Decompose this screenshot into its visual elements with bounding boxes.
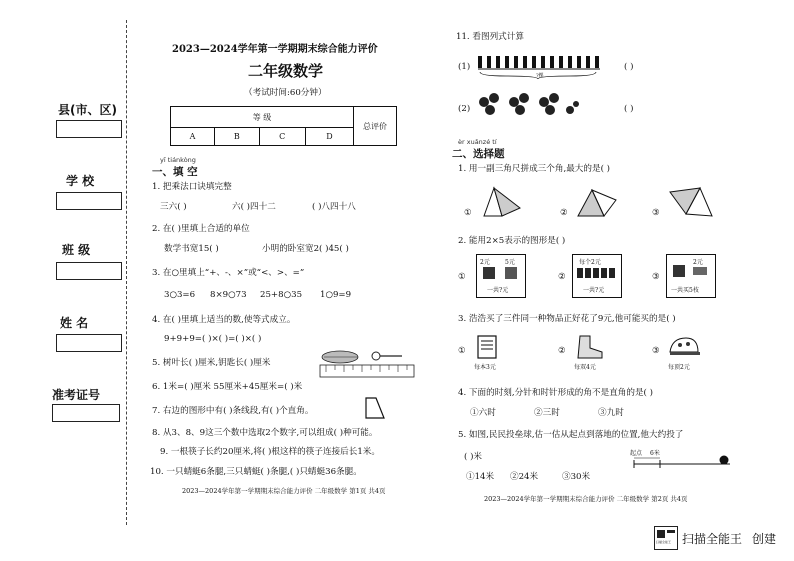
section1-pinyin: yī tiánkòng — [160, 156, 196, 164]
q2-text: 2. 在( )里填上合适的单位 — [152, 224, 250, 234]
c5-option[interactable]: ①14米 — [466, 472, 495, 482]
scanner-logo-text: 扫描全能王 — [656, 540, 672, 544]
q9-text: 9. 一根筷子长约20厘米,将( )根这样的筷子连接后长1米。 — [160, 447, 380, 457]
county-label: 县(市、区) — [58, 103, 117, 117]
total-label: 总评价 — [354, 107, 397, 146]
q4-expr: 9+9+9=( )×( )=( )×( ) — [164, 334, 262, 344]
q2-item: 小明的卧室宽2( )45( ) — [262, 244, 349, 254]
c1-option[interactable]: ③ — [652, 208, 660, 218]
c3-option[interactable]: ③ — [652, 346, 660, 356]
page2-footer: 2023—2024学年第一学期期末综合能力评价 二年级数学 第2页 共4页 — [484, 495, 688, 503]
time-note: （考试时间:60分钟） — [244, 88, 327, 98]
price-label: 2元 — [480, 259, 490, 266]
notebook-icon — [476, 334, 500, 360]
price-label: 每个2元 — [579, 259, 601, 266]
grade-table — [170, 106, 397, 146]
caption: 一共?元 — [487, 287, 509, 294]
trapezoid-figure — [362, 396, 388, 420]
c3-text: 3. 浩浩买了三件同一种物品正好花了9元,他可能买的是( ) — [458, 314, 676, 324]
scanner-logo-icon — [654, 526, 678, 550]
c4-option[interactable]: ①六时 — [470, 408, 496, 418]
c2-option[interactable]: ③ — [652, 272, 660, 282]
school-label: 学 校 — [66, 174, 95, 188]
subject-title: 二年级数学 — [248, 62, 324, 80]
exam-no-label: 准考证号 — [52, 388, 101, 402]
scale-length-label: 6米 — [650, 450, 660, 457]
c2-box-3 — [666, 254, 716, 298]
cap-icon — [666, 336, 702, 358]
q3-item: 25+8○35 — [260, 290, 303, 300]
caption: 一共?元 — [583, 287, 605, 294]
class-label: 班 级 — [62, 243, 91, 257]
q2-item: 数学书宽15( ) — [164, 244, 219, 254]
grade-level[interactable]: D — [305, 128, 353, 146]
cup-icon — [483, 267, 495, 279]
q5-text: 5. 树叶长( )厘米,钥匙长( )厘米 — [152, 358, 271, 368]
scale-start-label: 起点 — [630, 450, 643, 457]
caption: 每双4元 — [574, 364, 596, 371]
q3-item: 3○3=6 — [164, 290, 196, 300]
price-label: 2元 — [693, 259, 703, 266]
c3-option[interactable]: ① — [458, 346, 466, 356]
shoe-icon — [574, 334, 604, 360]
watermark-action: 创建 — [752, 532, 777, 546]
flowers-picture — [476, 90, 582, 122]
grade-header: 等 级 — [171, 107, 354, 128]
q11-text: 11. 看图列式计算 — [456, 32, 524, 42]
triangle-rulers-figure — [480, 186, 524, 220]
c2-box-2 — [572, 254, 622, 298]
exam-title: 2023—2024学年第一学期期末综合能力评价 — [172, 44, 378, 55]
q3-text: 3. 在○里填上“+、-、×”或“<、>、=” — [152, 268, 305, 278]
cup-icon — [505, 267, 517, 279]
ruler-icon — [320, 365, 414, 377]
q11-brace-label: ?棵 — [536, 73, 544, 79]
c5-blank[interactable]: ( )米 — [464, 452, 483, 462]
throw-scale-figure — [630, 452, 740, 474]
grade-level[interactable]: C — [259, 128, 305, 146]
c5-option[interactable]: ②24米 — [510, 472, 539, 482]
c1-option[interactable]: ② — [560, 208, 568, 218]
q3-item: 8×9○73 — [210, 290, 247, 300]
class-field[interactable] — [56, 262, 122, 280]
leaf-key-ruler-picture — [318, 348, 418, 382]
blocks-icon — [577, 268, 617, 278]
q7-text: 7. 右边的图形中有( )条线段,有( )个直角。 — [152, 406, 314, 416]
c2-text: 2. 能用2×5表示的图形是( ) — [458, 236, 566, 246]
q3-item: 1○9=9 — [320, 290, 352, 300]
key-icon — [372, 352, 380, 360]
watermark-brand: 扫描全能王 — [682, 532, 743, 546]
section2-title: 二、选择题 — [452, 148, 505, 160]
q8-text: 8. 从3、8、9这三个数中选取2个数字,可以组成( )种可能。 — [152, 428, 378, 438]
c5-text: 5. 如图,民民投垒球,估一估从起点到落地的位置,他大约投了 — [458, 430, 684, 440]
grade-level[interactable]: B — [214, 128, 259, 146]
triangle-rulers-figure — [574, 186, 620, 220]
q1-item: ( )八四十八 — [312, 202, 356, 212]
c4-text: 4. 下面的时刻,分针和时针形成的角不是直角的是( ) — [458, 388, 653, 398]
c5-option[interactable]: ③30米 — [562, 472, 591, 482]
caption: 一共买5枝 — [671, 287, 699, 294]
page1-footer: 2023—2024学年第一学期期末综合能力评价 二年级数学 第1页 共4页 — [182, 487, 386, 495]
grade-level[interactable]: A — [171, 128, 215, 146]
q10-text: 10. 一只蜻蜓6条腿,三只蜻蜓( )条腿,( )只蜻蜓36条腿。 — [150, 467, 362, 477]
q6-text: 6. 1米=( )厘米 55厘米+45厘米=( )米 — [152, 382, 303, 392]
c2-option[interactable]: ② — [558, 272, 566, 282]
c2-box-1 — [476, 254, 526, 298]
name-label: 姓 名 — [60, 316, 89, 330]
q11-answer-blank: ( ) — [624, 62, 634, 72]
school-field[interactable] — [56, 192, 122, 210]
q1-item: 六( )四十二 — [232, 202, 276, 212]
q1-item: 三六( ) — [160, 202, 187, 212]
q11-part2-label: (2) — [458, 104, 471, 114]
c1-option[interactable]: ① — [464, 208, 472, 218]
q1-text: 1. 把乘法口诀填完整 — [152, 182, 232, 192]
triangle-rulers-figure — [666, 186, 716, 220]
section2-pinyin: èr xuǎnzé tí — [458, 138, 497, 146]
exam-no-field[interactable] — [52, 404, 120, 422]
c4-option[interactable]: ③九时 — [598, 408, 624, 418]
county-field[interactable] — [56, 120, 122, 138]
c2-option[interactable]: ① — [458, 272, 466, 282]
name-field[interactable] — [56, 334, 122, 352]
q11-answer-blank: ( ) — [624, 104, 634, 114]
caption: 每本3元 — [474, 364, 496, 371]
section1-title: 一、填 空 — [152, 166, 198, 178]
q4-text: 4. 在( )里填上适当的数,使等式成立。 — [152, 315, 296, 325]
caption: 每顶2元 — [668, 364, 690, 371]
c3-option[interactable]: ② — [558, 346, 566, 356]
ball-icon — [720, 456, 729, 465]
c1-text: 1. 用一副三角尺拼成三个角,最大的是( ) — [458, 164, 611, 174]
pencil-icon — [693, 267, 707, 275]
c4-option[interactable]: ②三时 — [534, 408, 560, 418]
binding-line — [126, 20, 127, 525]
q11-part1-label: (1) — [458, 62, 471, 72]
pencil-box-icon — [673, 265, 685, 277]
price-label: 5元 — [505, 259, 515, 266]
